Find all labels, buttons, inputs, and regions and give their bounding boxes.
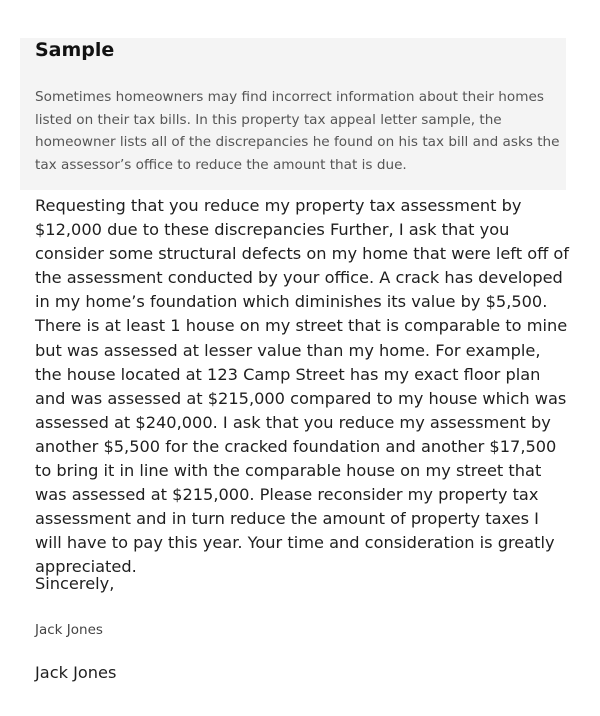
sample-description: Sometimes homeowners may find incorrect information about their homes listed on their tax bills. In this property tax appeal letter sample, the homeowner lists all of the discrepancies he found on his tax bill and asks the tax assessor’s office to reduce the amount that is due. — [35, 89, 560, 173]
letter-closing: Sincerely, — [35, 574, 115, 593]
letter-body: Requesting that you reduce my property tax assessment by $12,000 due to these discrepancies Further, I ask that you consider some structural defects on my home that were left off of the assessment conducted by your office. A crack has developed in my home’s foundation which diminishes its value by $5,500. There is at least 1 house on my street that is comparable to mine but was assessed at lesser value than my home. For example, the house located at 123 Camp Street has my exact floor plan and was assessed at $215,000 compared to my house which was assessed at $240,000. I ask that you reduce my assessment by another $5,500 for the cracked foundation and another $17,500 to bring it in line with the comparable house on my street that was assessed at $215,000. Please reconsider my property tax assessment and in turn reduce the amount of property taxes I will have to pay this year. Your time and consideration is greatly appreciated. — [35, 196, 570, 577]
sample-title: Sample — [35, 39, 115, 61]
printed-name: Jack Jones — [35, 663, 117, 682]
signature: Jack Jones — [35, 622, 103, 638]
